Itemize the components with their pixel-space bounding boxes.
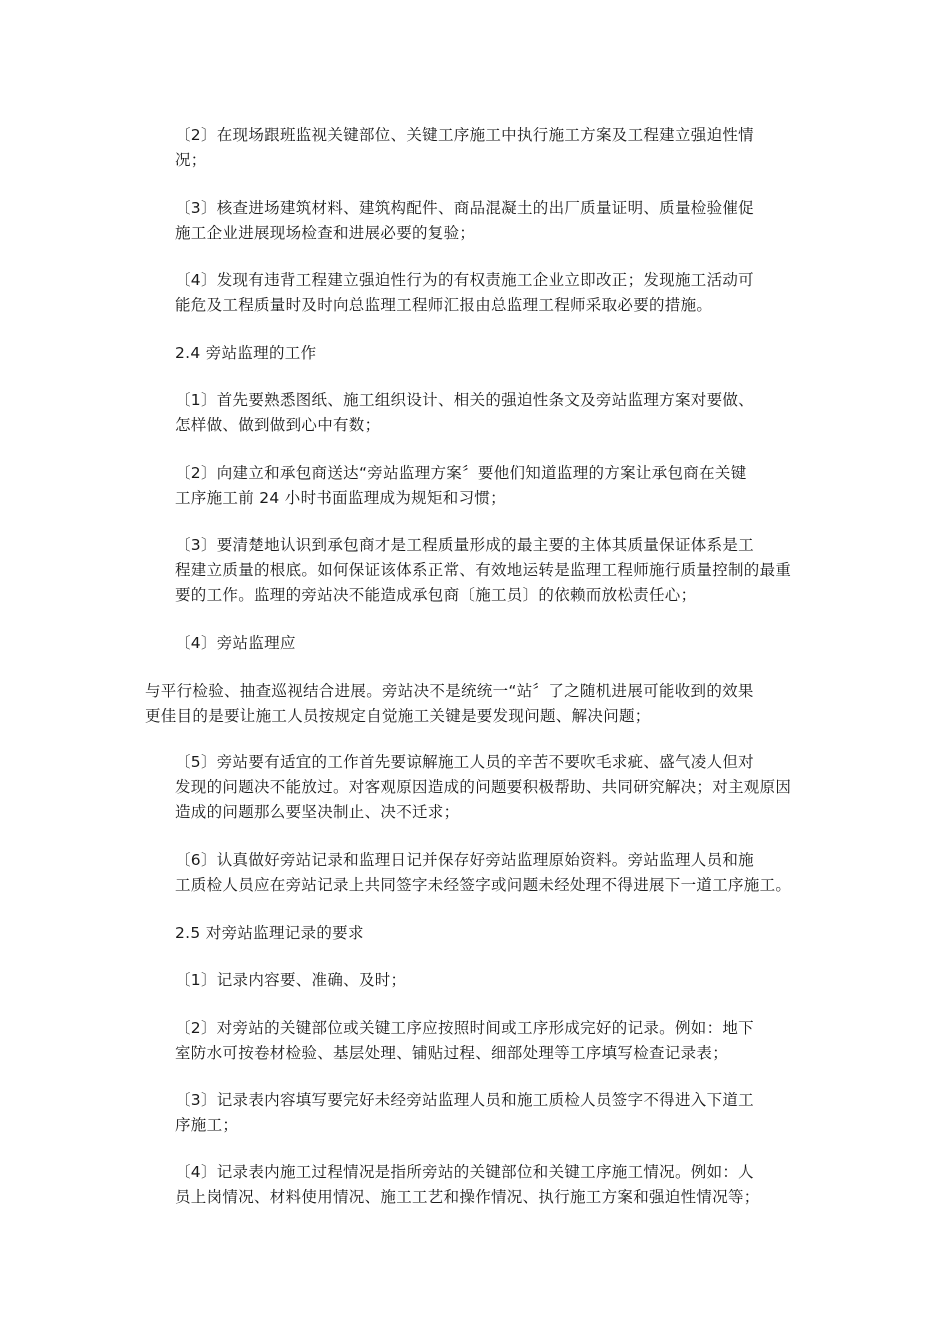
paragraph-familiarize-drawings [145,388,800,438]
text-line: 况； [175,151,207,169]
text-line: 工序施工前 24 小时书面监理成为规矩和习惯； [175,489,506,507]
paragraph-record-content [145,968,800,993]
paragraph-supervise-key-parts [145,123,800,173]
text-line: 施工企业进展现场检查和进展必要的复验； [175,224,476,242]
paragraph-appropriate-work [145,750,800,825]
paragraph-records-and-logs [145,848,800,898]
paragraph-supervision-should [145,631,800,656]
paragraph-construction-process [145,1160,800,1210]
text-line: 〔2〕对旁站的关键部位或关键工序应按照时间或工序形成完好的记录。例如：地下 [175,1019,754,1037]
paragraph-deliver-plan [145,461,800,511]
text-line: 〔4〕旁站监理应 [175,634,296,652]
text-line: 〔3〕要清楚地认识到承包商才是工程质量形成的最主要的主体其质量保证体系是工 [175,536,754,554]
text-line: 与平行检验、抽查巡视结合进展。旁站决不是统统一“站〞了之随机进展可能收到的效果 [145,682,754,700]
paragraph-quality-system [145,533,800,608]
text-line: 〔2〕向建立和承包商送达“旁站监理方案〞要他们知道监理的方案让承包商在关键 [175,464,747,482]
text-line: 发现的问题决不能放过。对客观原因造成的问题要积极帮助、共同研究解决；对主观原因 [175,778,792,796]
paragraph-check-materials [145,196,800,246]
text-line: 〔1〕首先要熟悉图纸、施工组织设计、相关的强迫性条文及旁站监理方案对要做、 [175,391,754,409]
paragraph-report-violations [145,268,800,318]
text-line: 工质检人员应在旁站记录上共同签字未经签字或问题未经处理不得进展下一道工序施工。 [175,876,792,894]
text-line: 室防水可按卷材检验、基层处理、铺贴过程、细部处理等工序填写检查记录表； [175,1044,729,1062]
text-line: 序施工； [175,1116,239,1134]
text-line: 员上岗情况、材料使用情况、施工工艺和操作情况、执行施工方案和强迫性情况等； [175,1188,760,1206]
text-line: 能危及工程质量时及时向总监理工程师汇报由总监理工程师采取必要的措施。 [175,296,713,314]
text-line: 〔4〕记录表内施工过程情况是指所旁站的关键部位和关键工序施工情况。例如：人 [175,1163,754,1181]
text-line: 更佳目的是要让施工人员按规定自觉施工关键是要发现问题、解决问题； [145,707,651,725]
text-line: 造成的问题那么要坚决制止、决不迁求； [175,803,460,821]
text-line: 〔3〕核查进场建筑材料、建筑构配件、商品混凝土的出厂质量证明、质量检验催促 [175,199,754,217]
text-line: 怎样做、做到做到心中有数； [175,416,381,434]
text-line: 〔6〕认真做好旁站记录和监理日记并保存好旁站监理原始资料。旁站监理人员和施 [175,851,754,869]
text-line: 〔2〕在现场跟班监视关键部位、关键工序施工中执行施工方案及工程建立强迫性情 [175,126,754,144]
text-line: 〔5〕旁站要有适宜的工作首先要谅解施工人员的辛苦不要吹毛求疵、盛气凌人但对 [175,753,754,771]
text-line: 程建立质量的根底。如何保证该体系正常、有效地运转是监理工程师施行质量控制的最重 [175,561,792,579]
paragraph-parallel-inspection [145,679,800,729]
text-line: 〔4〕发现有违背工程建立强迫性行为的有权责施工企业立即改正；发现施工活动可 [175,271,754,289]
heading-text: 2.4 旁站监理的工作 [175,344,317,362]
paragraph-complete-records [145,1016,800,1066]
heading-text: 2.5 对旁站监理记录的要求 [175,924,364,942]
section-heading-2-5 [145,921,800,946]
text-line: 要的工作。监理的旁站决不能造成承包商〔施工员〕的依赖而放松责任心； [175,586,697,604]
section-heading-2-4 [145,341,800,366]
text-line: 〔1〕记录内容要、准确、及时； [175,971,407,989]
text-line: 〔3〕记录表内容填写要完好未经旁站监理人员和施工质检人员签字不得进入下道工 [175,1091,754,1109]
paragraph-form-filling [145,1088,800,1138]
